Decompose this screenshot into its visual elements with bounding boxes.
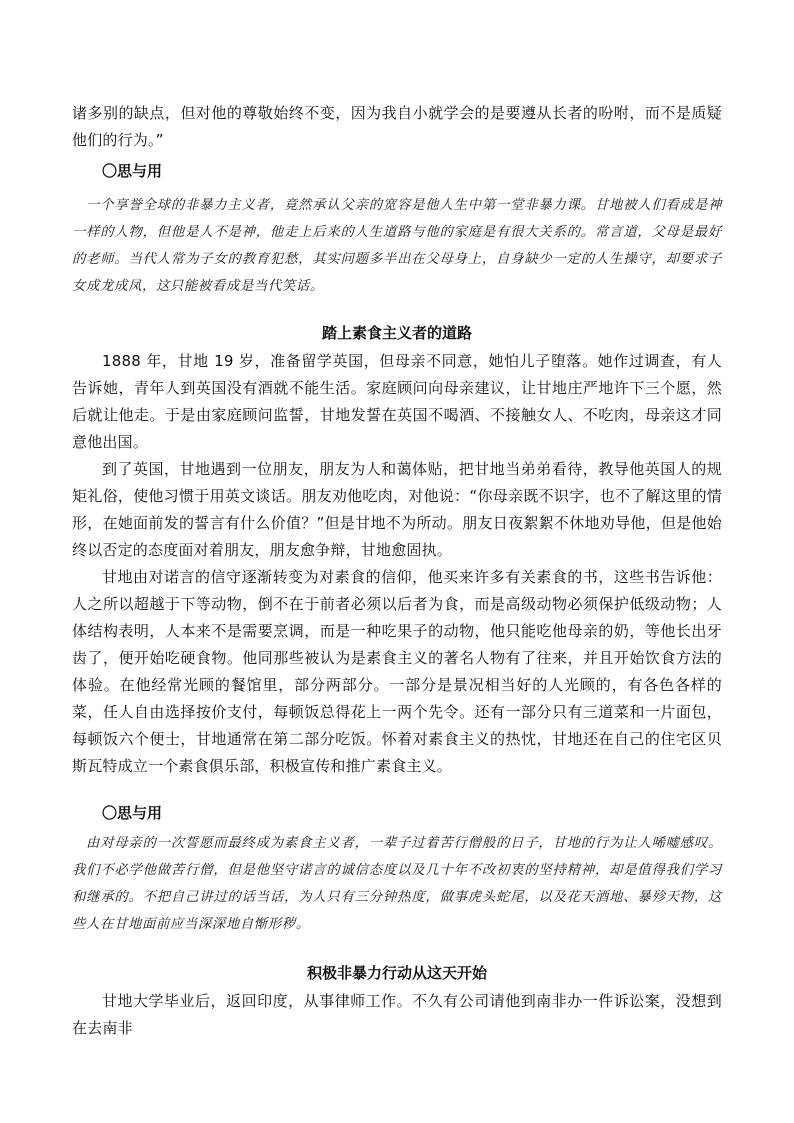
commentary-paragraph-1: 一个享誉全球的非暴力主义者，竟然承认父亲的宽容是他人生中第一堂非暴力课。甘地被人们看成是神一样的人物，但他是人不是神，他走上后来的人生道路与他的家庭是有很大关系的。常言道，父母是最好的老师。当代人常为子女的教育犯愁，其实问题多半出在父母身上，自身缺少一定的人生操守，却要求子女成龙成凤，这只能被看成是当代笑话。 [72,198,722,294]
nonviolence-body [72,988,722,1042]
intro-paragraph: 诸多别的缺点，但对他的尊敬始终不变，因为我自小就学会的是要遵从长者的吩咐，而不是质疑他们的行为。” [72,104,722,149]
intro-block [72,100,722,154]
body-paragraph-4: 甘地大学毕业后，返回印度，从事律师工作。不久有公司请他到南非办一件诉讼案，没想到在去南非 [72,992,722,1037]
vegetarian-body [72,348,722,780]
commentary-block-1 [72,192,722,300]
body-paragraph-2: 到了英国，甘地遇到一位朋友，朋友为人和蔼体贴，把甘地当弟弟看待，教导他英国人的规矩礼俗，使他习惯于用英文谈话。朋友劝他吃肉，对他说：“你母亲既不识字，也不了解这里的情形，在她面前发的誓言有什么价值？”但是甘地不为所动。朋友日夜絮絮不休地劝导他，但是他始终以否定的态度面对着朋友，朋友愈争辩，甘地愈固执。 [72,460,722,559]
section-heading-vegetarian: 踏上素食主义者的道路 [321,324,472,342]
body-paragraph-1: 1888 年，甘地 19 岁，准备留学英国，但母亲不同意，她怕儿子堕落。她作过调查，有人告诉她，青年人到英国没有酒就不能生活。家庭顾问向母亲建议，让甘地庄严地许下三个愿，然后就让他走。于是由家庭顾问监誓，甘地发誓在英国不喝酒、不接触女人、不吃肉，母亲这才同意他出国。 [72,352,722,451]
body-paragraph-3: 甘地由对诺言的信守逐渐转变为对素食的信仰，他买来许多有关素食的书，这些书告诉他：人之所以超越于下等动物，倒不在于前者必须以后者为食，而是高级动物必须保护低级动物；人体结构表明，人本来不是需要烹调，而是一种吃果子的动物，他只能吃他母亲的奶，等他长出牙齿了，便开始吃硬食物。他同那些被认为是素食主义的著名人物有了往来，并且开始饮食方法的体验。在他经常光顾的餐馆里，部分两部分。一部分是景况相当好的人光顾的，有各色各样的菜，任人自由选择按价支付，每顿饭总得花上一两个先令。还有一部分只有三道菜和一片面包，每顿饭六个便士，甘地通常在第二部分吃饭。怀着对素食主义的热忱，甘地还在自己的住宅区贝斯瓦特成立一个素食俱乐部，积极宣传和推广素食主义。 [72,568,722,775]
commentary-paragraph-2: 由对母亲的一次誓愿而最终成为素食主义者，一辈子过着苦行僧般的日子，甘地的行为让人唏嘘感叹。我们不必学他做苦行僧，但是他坚守诺言的诚信态度以及几十年不改初衷的坚持精神，却是值得我们学习和继承的。不把自己讲过的话当话，为人只有三分钟热度，做事虎头蛇尾，以及花天酒地、暴殄天物，这些人在甘地面前应当深深地自惭形秽。 [72,836,722,932]
think-and-use-label-1: 〇思与用 [102,162,163,180]
section-heading-nonviolence: 积极非暴力行动从这天开始 [306,964,487,982]
commentary-block-2 [72,830,722,938]
think-and-use-label-2: 〇思与用 [102,804,163,822]
